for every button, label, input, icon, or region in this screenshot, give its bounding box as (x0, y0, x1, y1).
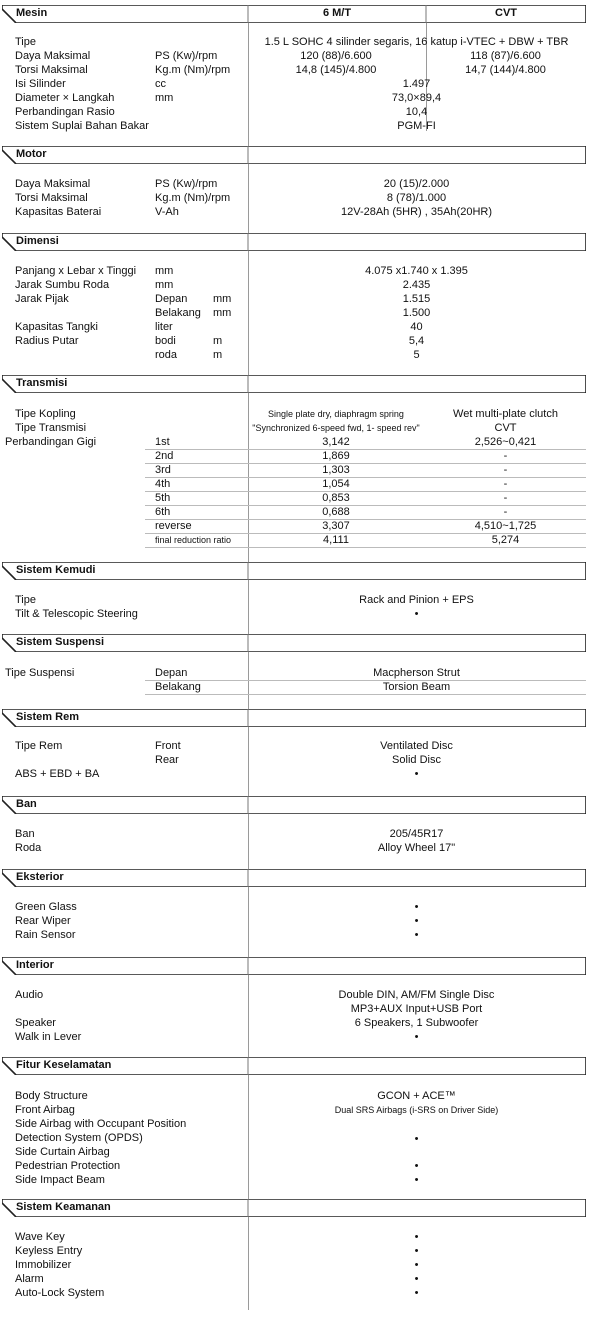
spec-label: Diameter × Langkah (15, 92, 115, 104)
spec-label: Perbandingan Gigi (5, 436, 97, 448)
spec-label: Side Airbag with Occupant Position (15, 1118, 187, 1130)
section-header-sistem-kemudi (2, 562, 586, 580)
header-cvt: CVT (495, 7, 517, 19)
section-header-ban (2, 796, 586, 814)
section-header-sistem-rem (2, 709, 586, 727)
spec-value: • (414, 1160, 419, 1172)
value-cvt: - (503, 506, 508, 518)
spec-row (10, 63, 586, 77)
spec-value: PGM-FI (397, 120, 436, 132)
spec-label: Audio (15, 989, 44, 1001)
spec-row (10, 1016, 586, 1030)
spec-row (10, 1173, 586, 1187)
spec-value: • (414, 1231, 419, 1243)
spec-row (145, 477, 586, 492)
spec-sub-label: Depan (155, 293, 188, 305)
spec-value: Rack and Pinion + EPS (359, 594, 474, 606)
spec-row (10, 739, 586, 753)
spec-unit: V-Ah (155, 206, 179, 218)
spec-value: 1.5 L SOHC 4 silinder segaris, 16 katup i-VTEC + DBW + TBR (264, 36, 569, 48)
spec-unit: mm (155, 92, 174, 104)
spec-sub-label: Belakang (155, 681, 201, 693)
spec-label: Torsi Maksimal (15, 192, 88, 204)
spec-value: 10,4 (405, 106, 428, 118)
spec-sub-label: Belakang (155, 307, 201, 319)
section-title: Sistem Rem (16, 711, 79, 723)
spec-label: Auto-Lock System (15, 1287, 105, 1299)
spec-value: MP3+AUX Input+USB Port (350, 1003, 483, 1015)
spec-label: Kapasitas Baterai (15, 206, 102, 218)
section-title: Mesin (16, 7, 48, 19)
spec-row (10, 278, 586, 292)
spec-row (145, 519, 586, 534)
spec-value: 6 Speakers, 1 Subwoofer (354, 1017, 479, 1029)
spec-label: Daya Maksimal (15, 178, 91, 190)
section-header-sistem-suspensi (2, 634, 586, 652)
spec-row (10, 35, 586, 49)
spec-unit: liter (155, 321, 173, 333)
spec-sub-label: Rear (155, 754, 179, 766)
spec-row (10, 593, 586, 607)
spec-row (10, 320, 586, 334)
section-title: Ban (16, 798, 37, 810)
value-6mt: 1,303 (322, 464, 350, 476)
section-header-interior (2, 957, 586, 975)
section-header-sistem-keamanan (2, 1199, 586, 1217)
spec-value: • (414, 1287, 419, 1299)
spec-value: Torsion Beam (382, 681, 451, 693)
spec-label: Side Impact Beam (15, 1174, 105, 1186)
value-6mt: 3,307 (322, 520, 350, 532)
spec-value: 1.500 (402, 307, 431, 319)
spec-row (10, 1286, 586, 1300)
spec-row (5, 666, 586, 681)
spec-row (10, 1030, 586, 1044)
spec-row (10, 306, 586, 320)
spec-row (145, 449, 586, 464)
spec-sub-unit: mm (213, 293, 232, 305)
value-cvt: - (503, 464, 508, 476)
spec-sub-unit: m (213, 349, 223, 361)
spec-value: Macpherson Strut (373, 667, 460, 679)
section-title: Transmisi (16, 377, 68, 389)
spec-value: • (414, 1031, 419, 1043)
spec-value: 20 (15)/2.000 (383, 178, 450, 190)
spec-label: Tipe (15, 36, 36, 48)
spec-row (10, 105, 586, 119)
spec-label: Radius Putar (15, 335, 79, 347)
value-6mt: "Synchronized 6-speed fwd, 1- speed rev" (252, 423, 420, 433)
value-6mt: 4,111 (323, 534, 349, 546)
value-6mt: 1,054 (322, 478, 350, 490)
spec-label: Daya Maksimal (15, 50, 91, 62)
spec-label: Tipe Rem (15, 740, 63, 752)
section-header-dimensi (2, 233, 586, 251)
spec-value: 4.075 x1.740 x 1.395 (365, 265, 468, 277)
spec-value: GCON + ACE™ (377, 1090, 456, 1102)
spec-row (145, 491, 586, 506)
spec-unit: mm (155, 279, 174, 291)
gear-label: reverse (155, 520, 192, 532)
gear-label: 6th (155, 506, 171, 518)
spec-value: Double DIN, AM/FM Single Disc (338, 989, 495, 1001)
value-cvt: 5,274 (491, 534, 520, 546)
spec-label: Keyless Entry (15, 1245, 83, 1257)
spec-label: Front Airbag (15, 1104, 75, 1116)
spec-label: Tipe Suspensi (5, 667, 75, 679)
gear-label: 5th (155, 492, 171, 504)
spec-sub-label: roda (155, 349, 178, 361)
spec-row (10, 177, 586, 191)
spec-row (10, 928, 586, 942)
header-6mt: 6 M/T (322, 7, 352, 19)
value-6mt: 3,142 (322, 436, 350, 448)
spec-label: Rear Wiper (15, 915, 71, 927)
spec-value: 8 (78)/1.000 (386, 192, 447, 204)
value-cvt: - (503, 450, 508, 462)
spec-row (10, 988, 586, 1002)
spec-label: Alarm (15, 1273, 44, 1285)
value-cvt: - (503, 478, 508, 490)
gear-label: 4th (155, 478, 171, 490)
spec-row (10, 1002, 586, 1016)
spec-label: Sistem Suplai Bahan Bakar (15, 120, 149, 132)
gear-label: final reduction ratio (155, 535, 232, 545)
spec-label: ABS + EBD + BA (15, 768, 100, 780)
value-6mt: 0,688 (322, 506, 350, 518)
spec-row (10, 348, 586, 362)
spec-value: 12V-28Ah (5HR) , 35Ah(20HR) (340, 206, 492, 218)
spec-row (145, 533, 586, 548)
value-6mt: 120 (88)/6.600 (300, 50, 372, 62)
gear-label: 2nd (155, 450, 174, 462)
spec-sub-label: Front (155, 740, 181, 752)
gear-label: 1st (155, 436, 170, 448)
spec-row (145, 680, 586, 695)
spec-label: Jarak Pijak (15, 293, 69, 305)
spec-value: 40 (410, 321, 423, 333)
spec-row (10, 421, 586, 435)
section-header-eksterior (2, 869, 586, 887)
spec-unit: mm (155, 265, 174, 277)
spec-row (145, 505, 586, 520)
spec-unit: Kg.m (Nm)/rpm (155, 64, 231, 76)
section-title: Eksterior (16, 871, 64, 883)
spec-sub-unit: m (213, 335, 223, 347)
spec-row (10, 1089, 586, 1103)
spec-value: 1.515 (402, 293, 431, 305)
spec-label: Rain Sensor (15, 929, 76, 941)
spec-value: • (414, 1174, 419, 1186)
spec-row (10, 91, 586, 105)
spec-row (10, 119, 586, 133)
value-cvt: - (503, 492, 508, 504)
spec-label: Ban (15, 828, 35, 840)
spec-sub-label: bodi (155, 335, 176, 347)
spec-row (10, 900, 586, 914)
spec-label: Tipe (15, 594, 36, 606)
spec-row (10, 49, 586, 63)
spec-row (10, 1103, 586, 1117)
spec-unit: PS (Kw)/rpm (155, 50, 218, 62)
spec-value: 1.497 (402, 78, 431, 90)
section-title: Dimensi (16, 235, 59, 247)
spec-row (10, 205, 586, 219)
section-title: Sistem Suspensi (16, 636, 105, 648)
spec-label: Speaker (15, 1017, 56, 1029)
section-title: Fitur Keselamatan (16, 1059, 112, 1071)
spec-row (10, 914, 586, 928)
value-cvt: 14,7 (144)/4.800 (465, 64, 546, 76)
spec-value: Ventilated Disc (380, 740, 453, 752)
spec-label: Perbandingan Rasio (15, 106, 115, 118)
value-6mt: Single plate dry, diaphragm spring (268, 409, 404, 419)
spec-value: • (414, 1133, 419, 1145)
section-header-transmisi (2, 375, 586, 393)
spec-label: Green Glass (15, 901, 77, 913)
spec-unit: PS (Kw)/rpm (155, 178, 218, 190)
spec-value: 73,0×89,4 (391, 92, 442, 104)
spec-value: Alloy Wheel 17" (377, 842, 456, 854)
spec-row (10, 607, 586, 621)
value-cvt: CVT (494, 422, 517, 434)
section-title: Sistem Kemudi (16, 564, 96, 576)
spec-row (10, 77, 586, 91)
spec-row (145, 463, 586, 478)
spec-value: • (414, 1273, 419, 1285)
spec-label: Roda (15, 842, 42, 854)
section-header-motor (2, 146, 586, 164)
spec-label: Tipe Kopling (15, 408, 76, 420)
spec-value: • (414, 608, 419, 620)
spec-label: Wave Key (15, 1231, 65, 1243)
spec-row (10, 1131, 586, 1145)
spec-row (10, 1159, 586, 1173)
spec-unit: cc (155, 78, 166, 90)
spec-row (10, 292, 586, 306)
spec-value: Dual SRS Airbags (i-SRS on Driver Side) (334, 1105, 499, 1115)
spec-sub-label: Depan (155, 667, 188, 679)
spec-label: Detection System (OPDS) (15, 1132, 143, 1144)
spec-label: Panjang x Lebar x Tinggi (15, 265, 137, 277)
spec-value: 5,4 (408, 335, 425, 347)
spec-value: • (414, 929, 419, 941)
spec-label: Body Structure (15, 1090, 88, 1102)
gear-label: 3rd (155, 464, 171, 476)
spec-value: 2.435 (402, 279, 431, 291)
value-6mt: 1,869 (322, 450, 350, 462)
section-header-fitur-keselamatan (2, 1057, 586, 1075)
value-cvt: 118 (87)/6.600 (470, 50, 541, 62)
spec-label: Torsi Maksimal (15, 64, 88, 76)
spec-label: Kapasitas Tangki (15, 321, 98, 333)
spec-label: Tilt & Telescopic Steering (15, 608, 138, 620)
spec-label: Isi Silinder (15, 78, 66, 90)
spec-row (10, 334, 586, 348)
spec-row (10, 1117, 586, 1131)
spec-row (10, 1258, 586, 1272)
section-title: Sistem Keamanan (16, 1201, 111, 1213)
spec-row (10, 1272, 586, 1286)
spec-label: Walk in Lever (15, 1031, 82, 1043)
spec-row (10, 1230, 586, 1244)
spec-value: • (414, 768, 419, 780)
section-title: Motor (16, 148, 47, 160)
spec-label: Immobilizer (15, 1259, 72, 1271)
spec-value: • (414, 901, 419, 913)
spec-label: Side Curtain Airbag (15, 1146, 110, 1158)
spec-row (5, 435, 586, 450)
spec-value: • (414, 915, 419, 927)
spec-value: Solid Disc (392, 754, 441, 766)
spec-row (10, 767, 586, 781)
value-6mt: 0,853 (322, 492, 350, 504)
value-cvt: 2,526~0,421 (474, 436, 537, 448)
spec-row (10, 264, 586, 278)
value-cvt: Wet multi-plate clutch (453, 408, 558, 420)
spec-row (10, 1244, 586, 1258)
section-title: Interior (16, 959, 54, 971)
value-cvt: 4,510~1,725 (474, 520, 537, 532)
section-header-mesin (2, 5, 586, 23)
spec-value: 5 (413, 349, 420, 361)
spec-label: Pedestrian Protection (15, 1160, 121, 1172)
spec-value: • (414, 1259, 419, 1271)
spec-row (10, 191, 586, 205)
spec-row (10, 827, 586, 841)
spec-unit: Kg.m (Nm)/rpm (155, 192, 231, 204)
spec-row (10, 753, 586, 767)
value-6mt: 14,8 (145)/4.800 (295, 64, 377, 76)
spec-value: • (414, 1245, 419, 1257)
spec-row (10, 1145, 586, 1159)
spec-row (10, 841, 586, 855)
spec-row (10, 407, 586, 421)
spec-label: Jarak Sumbu Roda (15, 279, 110, 291)
spec-value: 205/45R17 (389, 828, 444, 840)
spec-sub-unit: mm (213, 307, 232, 319)
spec-label: Tipe Transmisi (15, 422, 87, 434)
